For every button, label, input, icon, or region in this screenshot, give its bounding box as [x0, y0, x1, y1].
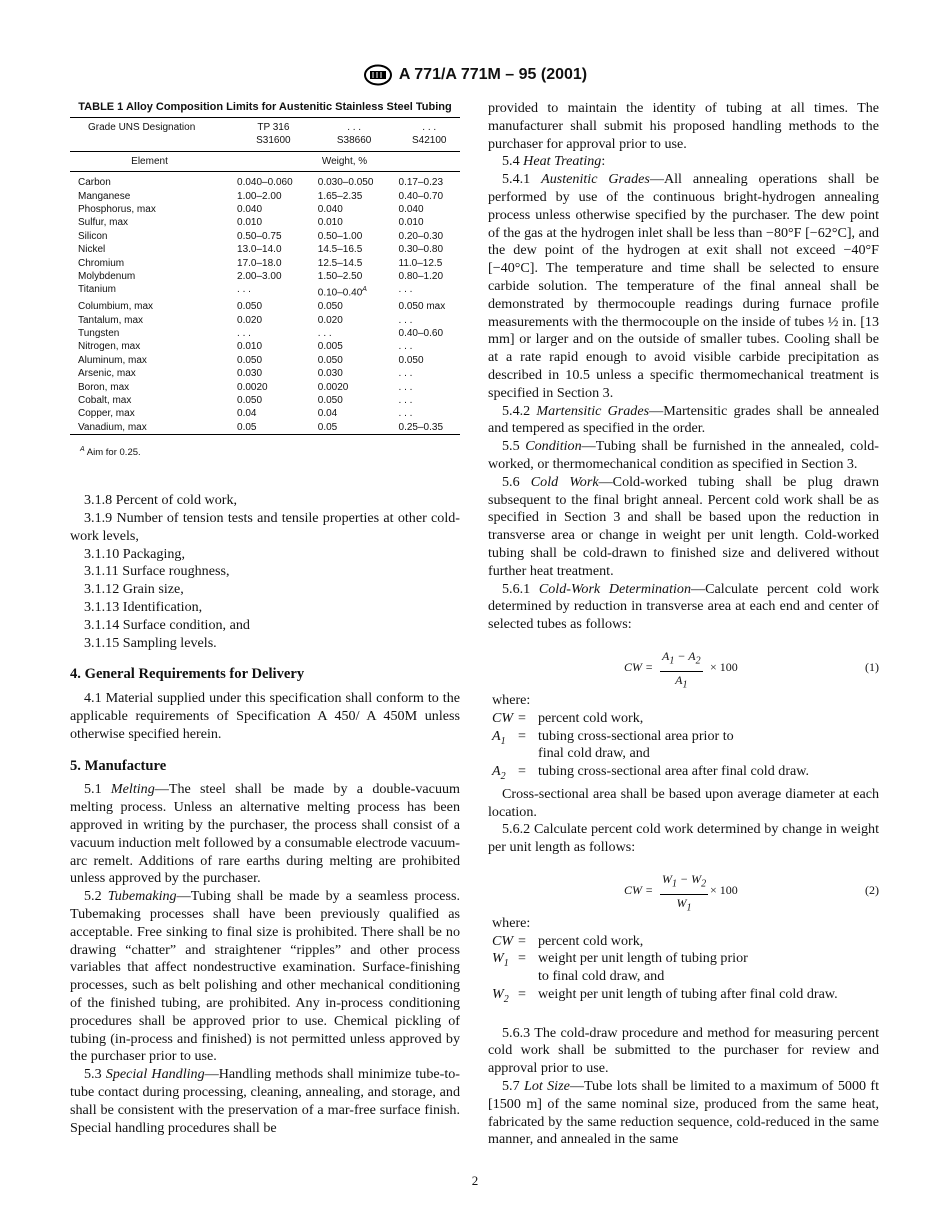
table-row: Manganese 1.00–2.00 1.65–2.35 0.40–0.70 — [78, 190, 444, 202]
grade-tp-2: . . . — [347, 122, 362, 133]
definitions-1 — [488, 710, 879, 786]
item-3-1-13: 3.1.13 Identification, — [84, 599, 203, 615]
footnote-ref: A — [362, 286, 367, 294]
item-3-1-8: 3.1.8 Percent of cold work, — [84, 492, 238, 509]
para-5-6-3: 5.6.3 The cold-draw procedure and method for measuring percent cold work shall be submitted to the purchaser for review and approval prior to use. — [488, 1024, 879, 1077]
table-row: Boron, max 0.0020 0.0020 . . . — [78, 381, 413, 393]
para-5-4-1: 5.4.1 Austenitic Grades—All annealing operations shall be performed by use of the continuous bright-hydrogen annealing process unless otherwise specified by the purchaser. The dew point of the gas at the hydrogen inlet shall be less than −80°F [−62°C], and the dew point of the hydrogen at exit shall not exceed −40°F [−40°C]. The temperature and time shall be selected to ensure carbide solution. The temperature of the final anneal shall be demonstrated by thermocouple readings during furnace profile measurements with the thermocouple on the inside of tubes ½ in. [13 mm] or larger and on the outside of smaller tubes. Cooling shall be at a rate rapid enough to avoid visible carbide precipitation as described in 10.5 unless a specific thermomechanical treatment is specified in Section 3. — [488, 171, 879, 401]
para-cross-section: Cross-sectional area shall be based upon average diameter at each location. — [488, 785, 879, 820]
table-row: Molybdenum 2.00–3.00 1.50–2.50 0.80–1.20 — [78, 271, 444, 283]
table-row: Columbium, max 0.050 0.050 0.050 max — [78, 301, 446, 313]
grade-uns-1: S31600 — [256, 135, 291, 147]
para-5-6-2: 5.6.2 Calculate percent cold work determined by change in weight per unit length as follows: — [488, 821, 879, 856]
grade-uns-2: S38660 — [336, 135, 372, 147]
element-label: Element — [131, 155, 168, 167]
table-row: Aluminum, max 0.050 0.050 0.050 — [78, 354, 424, 366]
equation-2: CW = $\frac{W_1 - W_2}{W_1}$ × 100 (2) — [624, 871, 879, 914]
definition-row: $A_1$ = tubing cross-sectional area prior to final cold draw, and — [492, 727, 734, 762]
table-footnote: $^A$ Aim for 0.25. — [80, 446, 141, 459]
right-column — [488, 100, 879, 1149]
para-5-3: 5.3 Special Handling—Handling methods shall minimize tube-to-tube contact during processing, cleaning, annealing, and storage, and shall be consistent with the preservation of a mar-free surface finish. Special handling procedures shall be — [70, 1066, 460, 1136]
table-row: Silicon 0.50–0.75 0.50–1.00 0.20–0.30 — [78, 230, 444, 242]
item-3-1-14: 3.1.14 Surface condition, and — [84, 616, 250, 633]
standard-designation: A 771/A 771M – 95 (2001) — [398, 66, 588, 84]
para-4-1: 4.1 Material supplied under this specification shall conform to the applicable requirements of Specification A 450/ A 450M unless otherwise specified herein. — [70, 690, 460, 742]
table-row: Cobalt, max 0.050 0.050 . . . — [78, 395, 413, 407]
para-5-1: 5.1 Melting—The steel shall be made by a double-vacuum melting process. Unless an alternative melting process has been approved in writing by the purchaser, the process shall consist of a vacuum induction melt followed by a consumable electrode vacuum-arc remelt. Additions of rare earths during melting are prohibited unless approved by the purchaser. — [70, 781, 460, 887]
table-row: Tungsten . . . . . . 0.40–0.60 — [78, 328, 444, 340]
section-4-title: 4. General Requirements for Delivery — [70, 666, 305, 683]
table-row: Titanium . . . $0.10-0.40^A$ . . . — [78, 284, 413, 299]
item-3-1-10: 3.1.10 Packaging, — [84, 545, 185, 562]
where-label-1: where: — [492, 691, 531, 708]
para-5-6: 5.6 Cold Work—Cold-worked tubing shall be plug drawn subsequent to the final bright anneal. Percent cold work shall be as specified in Section 3 and shall be based upon the reduction in transverse area or change in weight per unit length. Cold-worked tubing shall be cold-drawn to finished size and delivered without further heat treatment. — [488, 473, 879, 579]
definitions-2 — [488, 933, 879, 1009]
composition-table — [70, 117, 460, 435]
item-3-1-15: 3.1.15 Sampling levels. — [84, 634, 217, 651]
para-5-7: 5.7 Lot Size—Tube lots shall be limited to a maximum of 5000 ft [1500 m] of the same nominal size, produced from the same heat, fabricated by the same reduction sequence, cold-reduced in the same manner, and annealed in the same — [488, 1078, 879, 1148]
item-3-1-12: 3.1.12 Grain size, — [84, 581, 184, 598]
item-3-1-11: 3.1.11 Surface roughness, — [84, 563, 230, 580]
grade-uns-3: S42100 — [412, 135, 447, 147]
para-5-4-2: 5.4.2 Martensitic Grades—Martensitic grades shall be annealed and tempered as specified in the order. — [488, 402, 879, 437]
table-row: Chromium 17.0–18.0 12.5–14.5 11.0–12.5 — [78, 257, 443, 269]
astm-logo-icon — [363, 64, 393, 86]
page-number: 2 — [471, 1173, 479, 1188]
para-5-5: 5.5 Condition—Tubing shall be furnished in the annealed, cold-worked, or thermomechanical condition as specified in Section 3. — [488, 438, 879, 472]
section-5-title: 5. Manufacture — [70, 757, 167, 774]
table-row: Vanadium, max 0.05 0.05 0.25–0.35 — [70, 421, 460, 435]
para-5-6-1: 5.6.1 Cold-Work Determination—Calculate percent cold work determined by reduction in transverse area at each end and center of selected tubes as follows: — [488, 580, 879, 633]
table-row: Nitrogen, max 0.010 0.005 . . . — [78, 341, 413, 353]
grade-label: Grade UNS Designation — [88, 122, 196, 133]
weight-label: Weight, % — [321, 155, 368, 167]
table-row: Copper, max 0.04 0.04 . . . — [78, 408, 413, 420]
definition-row: $W_1$ = weight per unit length of tubing prior to final cold draw, and — [492, 950, 748, 985]
para-5-2: 5.2 Tubemaking—Tubing shall be made by a seamless process. Tubemaking processes shall have been previously qualified as acceptable. Free sinking to final size is prohibited. There shall be no drawing “chatter” and straightener “ripples” and other process variables that affect nondestructive examination. Surface-finishing processes, such as belt polishing and other mechanical conditioning of the finished tubing, are prohibited. Any in-process conditioning procedures shall be approved prior to use. Chemical pickling of tubing (in-process and finished) is not permitted unless approved by the purchaser prior to use. — [70, 888, 460, 1065]
table-row: Phosphorus, max 0.040 0.040 0.040 — [78, 204, 424, 216]
table-row: Tantalum, max 0.020 0.020 . . . — [78, 314, 413, 326]
item-3-1-9: 3.1.9 Number of tension tests and tensile properties at other cold-work levels, — [70, 510, 460, 544]
where-label-2: where: — [492, 914, 531, 931]
table-row: Arsenic, max 0.030 0.030 . . . — [78, 368, 413, 380]
table-row: Sulfur, max 0.010 0.010 0.010 — [78, 217, 424, 229]
grade-tp-3: . . . — [422, 122, 437, 133]
para-5-3-cont: provided to maintain the identity of tubing at all times. The manufacturer shall submit his proposed handling methods to the purchaser for approval prior to use. — [488, 100, 879, 152]
table-row: Nickel 13.0–14.0 14.5–16.5 0.30–0.80 — [78, 244, 444, 256]
definition-row: CW = percent cold work, — [492, 932, 644, 949]
equation-1: CW = $\frac{A_1 - A_2}{A_1}$ × 100 (1) — [624, 648, 879, 691]
left-column — [70, 100, 460, 1137]
grade-tp-1: TP 316 — [257, 122, 290, 133]
table-row: Carbon 0.040–0.060 0.030–0.050 0.17–0.23 — [78, 177, 444, 189]
definition-row: CW = percent cold work, — [492, 709, 644, 726]
para-5-4: 5.4 Heat Treating: — [502, 153, 606, 170]
definition-row: $W_2$ = weight per unit length of tubing after final cold draw. — [492, 986, 838, 1005]
table-caption: TABLE 1 Alloy Composition Limits for Austenitic Stainless Steel Tubing — [78, 101, 452, 113]
document-header — [0, 64, 950, 86]
definition-row: $A_2$ = tubing cross-sectional area after final cold draw. — [492, 763, 810, 782]
